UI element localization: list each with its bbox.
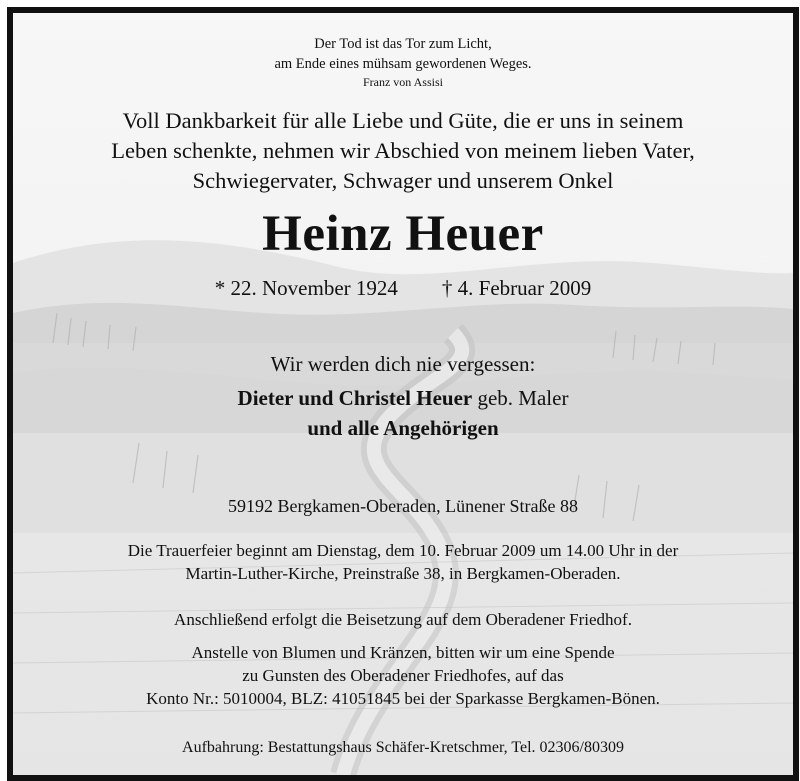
family-address: 59192 Bergkamen-Oberaden, Lünener Straße 88 [227,496,579,516]
service-line-1: Die Trauerfeier beginnt am Dienstag, dem 10. Februar 2009 um 14.00 Uhr in der [127,541,679,560]
burial-line: Anschließend erfolgt die Beisetzung auf dem Oberadener Friedhof. [174,610,632,629]
mourner-names: Dieter und Christel Heuer [237,386,473,410]
quote-line-1: Der Tod ist das Tor zum Licht, [314,36,492,52]
donation-line-2: zu Gunsten des Oberadener Friedhofes, auf das [242,666,564,685]
death-date: † 4. Februar 2009 [441,276,592,300]
intro-line-1: Voll Dankbarkeit für alle Liebe und Güte, die er uns in seinem [122,108,684,133]
obituary-notice [7,7,799,781]
intro-line-2: Leben schenkte, nehmen wir Abschied von meinem lieben Vater, [111,138,695,163]
birth-date: * 22. November 1924 [214,276,398,300]
mourners-line-2: und alle Angehörigen [307,416,499,440]
deceased-name: Heinz Heuer [262,206,544,262]
quote-author: Franz von Assisi [362,75,443,89]
life-dates [13,276,793,301]
donation-line-1: Anstelle von Blumen und Kränzen, bitten wir um eine Spende [191,643,615,662]
quote-line-2: am Ende eines mühsam gewordenen Weges. [274,56,532,72]
intro-line-3: Schwiegervater, Schwager und unserem Onkel [192,168,614,193]
viewing-line: Aufbahrung: Bestattungshaus Schäfer-Kretschmer, Tel. 02306/80309 [182,739,624,756]
service-line-2: Martin-Luther-Kirche, Preinstraße 38, in Bergkamen-Oberaden. [185,564,621,583]
farewell-line: Wir werden dich nie vergessen: [270,352,536,376]
donation-line-3: Konto Nr.: 5010004, BLZ: 41051845 bei der Sparkasse Bergkamen-Bönen. [146,689,660,708]
mourner-maiden-name: geb. Maler [472,386,569,410]
mourners-line-1 [13,386,793,411]
